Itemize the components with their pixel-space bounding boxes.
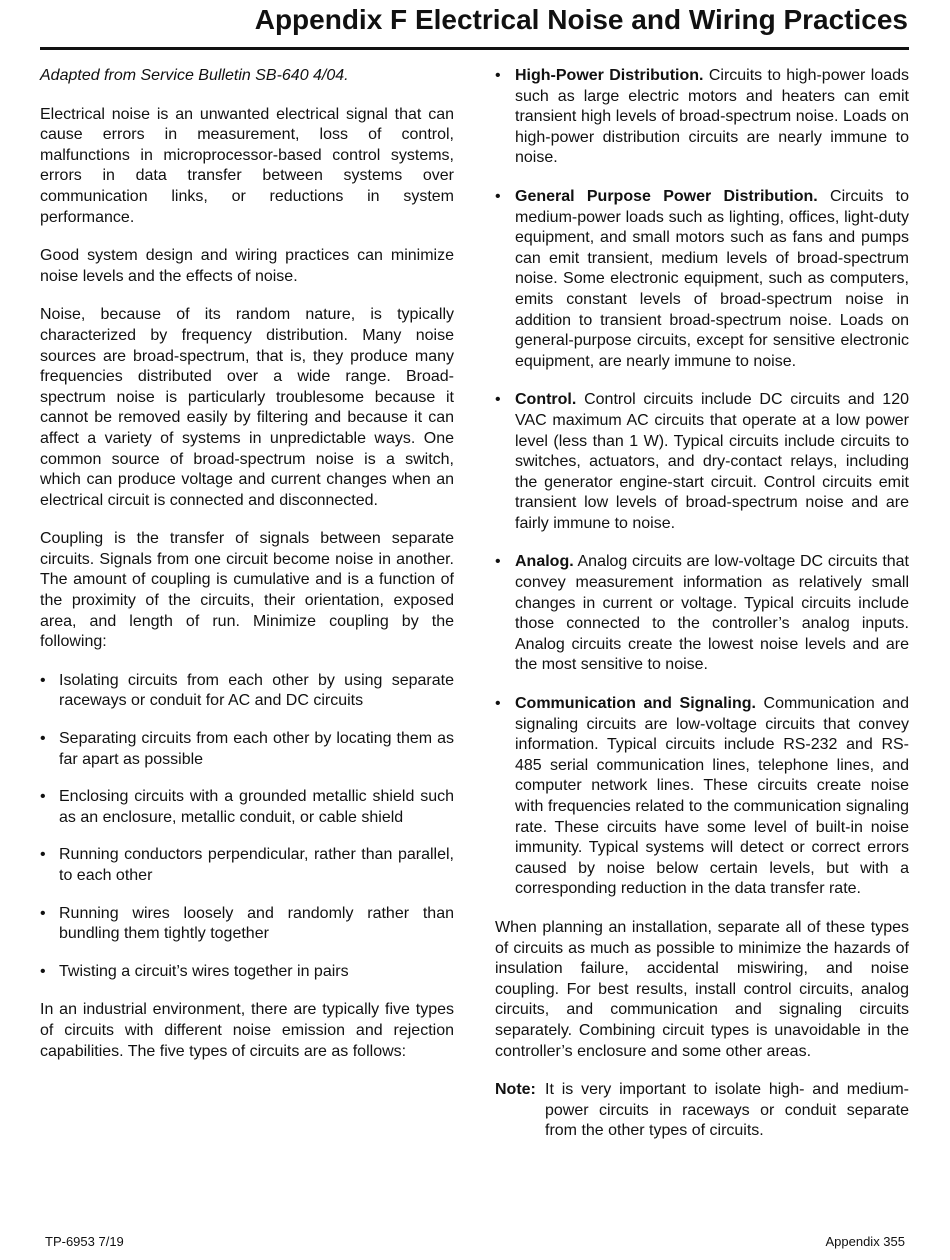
circuit-type-text: Circuits to medium-power loads such as lighting, offices, light-duty equipment, and small motors such as fans and pumps can emit transient, medium levels of broad-spectrum noise. Some electronic equipment, such as computers, emits constant levels of broad-spectrum noise in addition to transient broad-spectrum noise. Loads on general-purpose circuits, except for sensitive electronic equipment, are nearly immune to noise. [515, 187, 909, 370]
circuit-type-text: Communication and signaling circuits are low-voltage circuits that convey information. Typical circuits include RS-232 and RS-485 serial communication lines, telephone lines, and computer network lines. These circuits create noise with frequencies related to the communication signaling rate. These circuits have some level of built-in noise immunity. Typical systems will detect or correct errors caused by noise below certain levels, but with a corresponding reduction in the data transfer rate. [515, 695, 909, 898]
bullet-icon: • [40, 730, 46, 748]
circuit-type-text: Control circuits include DC circuits and 120 VAC maximum AC circuits that operate at a low power level (less than 1 W). Typical circuits include circuits to switches, actuators, and dry-contact relays, including the generator engine-start circuit. Control circuits emit transient low levels of broad-spectrum noise and are fairly immune to noise. [515, 391, 909, 532]
left-column [40, 66, 454, 1080]
circuit-type-text: Analog circuits are low-voltage DC circuits that convey measurement information as relatively small changes in current or voltage. Typical circuits include those connected to the controller’s analog inputs. Analog circuits create the lowest noise levels and are the most sensitive to noise. [515, 553, 909, 674]
list-item [40, 962, 454, 983]
bullet-icon: • [40, 788, 46, 806]
note [495, 1080, 909, 1142]
circuit-type-item [495, 187, 909, 372]
right-column [495, 66, 909, 1142]
bullet-icon: • [495, 695, 501, 713]
circuit-type-item [495, 66, 909, 169]
bullet-icon: • [40, 904, 46, 922]
list-item-text: Twisting a circuit’s wires together in pairs [59, 962, 349, 980]
circuit-type-item [495, 390, 909, 534]
circuit-type-item [495, 694, 909, 900]
circuit-type-term: General Purpose Power Distribution. [515, 187, 818, 205]
paragraph-noise-definition: Electrical noise is an unwanted electrical signal that can cause errors in measurement, loss of control, malfunctions in microprocessor-based control systems, errors in data transfer between systems over communication links, or reductions in system performance. [40, 105, 454, 226]
paragraph-circuit-types: In an industrial environment, there are typically five types of circuits with different noise emission and rejection capabilities. The five types of circuits are as follows: [40, 1001, 454, 1060]
bullet-icon: • [495, 67, 501, 84]
note-label: Note: [495, 1081, 536, 1099]
footer-page-number: Appendix 355 [825, 1234, 905, 1249]
bullet-icon: • [40, 962, 46, 980]
list-item [40, 904, 454, 945]
list-item-text: Enclosing circuits with a grounded metallic shield such as an enclosure, metallic conduit, or cable shield [59, 788, 454, 826]
circuit-type-item [495, 552, 909, 676]
list-item-text: Running conductors perpendicular, rather than parallel, to each other [59, 846, 454, 884]
bullet-icon: • [40, 671, 46, 689]
list-item [40, 671, 454, 712]
list-item-text: Running wires loosely and randomly rather than bundling them tightly together [59, 904, 454, 943]
list-item-text: Isolating circuits from each other by using separate raceways or conduit for AC and DC circuits [59, 671, 454, 710]
list-item [40, 729, 454, 770]
list-item-text: Separating circuits from each other by locating them as far apart as possible [59, 730, 454, 768]
page-title: Appendix F Electrical Noise and Wiring Practices [254, 4, 908, 35]
paragraph-installation-planning: When planning an installation, separate all of these types of circuits as much as possible to minimize the hazards of insulation failure, accidental miswiring, and noise coupling. For best results, install control circuits, analog circuits, and communication and signaling circuits separately. Combining circuit types is unavoidable in the controller’s enclosure and some other areas. [495, 918, 909, 1060]
source-byline: Adapted from Service Bulletin SB-640 4/04. [40, 67, 349, 84]
paragraph-noise-nature: Noise, because of its random nature, is typically characterized by frequency distribution. Many noise sources are broad-spectrum, that is, they produce many frequencies distributed over a wide range. Broad-spectrum noise is particularly troublesome because it cannot be removed easily by filtering and because it can affect a variety of systems in unpredictable ways. One common source of broad-spectrum noise is a switch, which can produce voltage and current changes when an electrical circuit is connected and disconnected. [40, 306, 454, 509]
bullet-icon: • [40, 846, 46, 864]
bullet-icon: • [495, 187, 501, 205]
bullet-icon: • [495, 553, 501, 571]
bullet-icon: • [495, 391, 501, 409]
circuit-type-term: Control. [515, 391, 577, 409]
paragraph-coupling: Coupling is the transfer of signals between separate circuits. Signals from one circuit become noise in another. The amount of coupling is cumulative and is a function of the proximity of the circuits, their orientation, exposed area, and length of run. Minimize coupling by the following: [40, 530, 454, 651]
footer-document-id: TP-6953 7/19 [45, 1234, 124, 1249]
list-item [40, 787, 454, 828]
title-rule [40, 47, 909, 50]
circuit-type-term: High-Power Distribution. [515, 67, 704, 84]
circuit-types-list [495, 66, 909, 900]
circuit-type-term: Analog. [515, 553, 574, 571]
list-item [40, 845, 454, 886]
circuit-type-term: Communication and Signaling. [515, 695, 756, 713]
note-text: It is very important to isolate high- and medium-power circuits in raceways or conduit separate from the other types of circuits. [545, 1081, 909, 1140]
circuit-type-text: Circuits to high-power loads such as large electric motors and heaters can emit transient high levels of broad-spectrum noise. Loads on high-power distribution circuits are nearly immune to noise. [515, 67, 909, 167]
paragraph-system-design: Good system design and wiring practices can minimize noise levels and the effects of noise. [40, 247, 454, 285]
coupling-list [40, 671, 454, 983]
